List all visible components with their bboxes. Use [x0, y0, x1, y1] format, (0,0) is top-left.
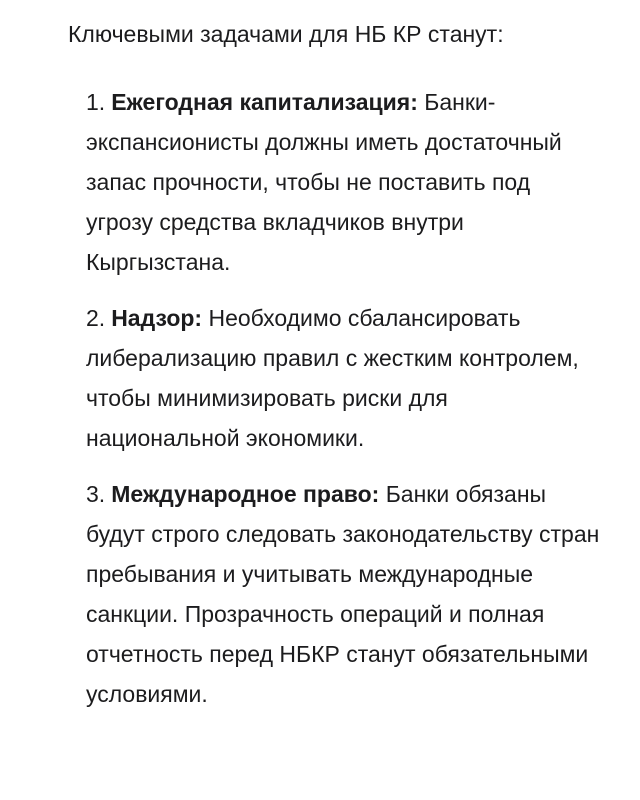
task-list	[68, 82, 600, 714]
list-item-text: Банки обязаны будут строго следовать законодательству стран пребывания и учитывать международные санкции. Прозрачность операций и полная отчетность перед НБКР станут обязательными условиями.	[86, 481, 600, 707]
list-item	[86, 474, 600, 714]
list-item	[86, 82, 600, 282]
list-item-text: Необходимо сбалансировать либерализацию правил с жестким контролем, чтобы минимизировать риски для национальной экономики.	[86, 305, 579, 451]
list-item-text: Банки-экспансионисты должны иметь достаточный запас прочности, чтобы не поставить под угрозу средства вкладчиков внутри Кыргызстана.	[86, 89, 562, 275]
list-item-number: 2.	[86, 305, 106, 331]
list-item-number: 1.	[86, 89, 106, 115]
list-item-title: Надзор:	[111, 305, 203, 331]
list-item	[86, 298, 600, 458]
list-item-title: Международное право:	[111, 481, 380, 507]
intro-text: Ключевыми задачами для НБ КР станут:	[68, 21, 504, 47]
list-item-number: 3.	[86, 481, 106, 507]
list-item-title: Ежегодная капитализация:	[111, 89, 418, 115]
